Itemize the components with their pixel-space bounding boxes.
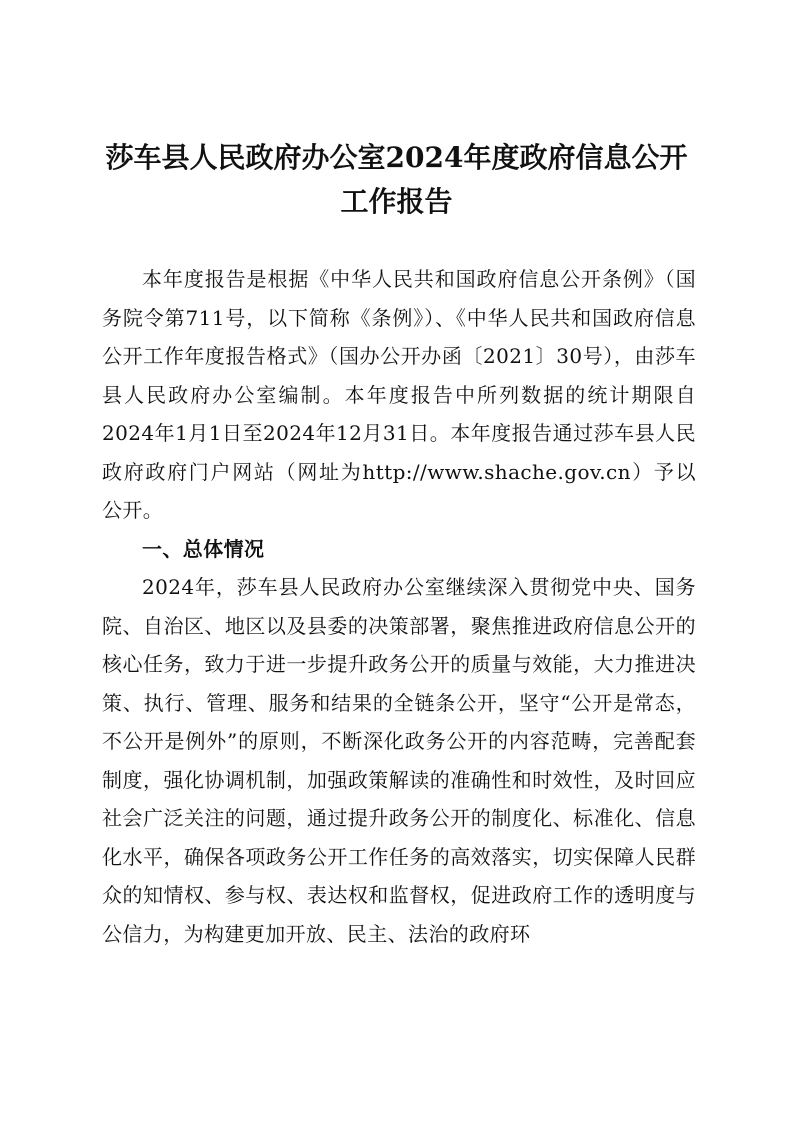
overview-paragraph: 2024年，莎车县人民政府办公室继续深入贯彻党中央、国务院、自治区、地区以及县委的决策部署，聚焦推进政府信息公开的核心任务，致力于进一步提升政务公开的质量与效能，大力推进决策、执行、管理、服务和结果的全链条公开，坚守“公开是常态，不公开是例外”的原则，不断深化政务公开的内容范畴，完善配套制度，强化协调机制，加强政策解读的准确性和时效性，及时回应社会广泛关注的问题，通过提升政务公开的制度化、标准化、信息化水平，确保各项政务公开工作任务的高效落实，切实保障人民群众的知情权、参与权、表达权和监督权，促进政府工作的透明度与公信力，为构建更加开放、民主、法治的政府环 bbox=[102, 575, 696, 946]
document-body bbox=[102, 260, 696, 953]
document-title-line-1: 莎车县人民政府办公室2024年度政府信息公开 bbox=[105, 141, 688, 174]
document-title-line-2: 工作报告 bbox=[340, 185, 453, 218]
section-heading-overview: 一、总体情况 bbox=[142, 536, 265, 561]
intro-paragraph: 本年度报告是根据《中华人民共和国政府信息公开条例》（国务院令第711号，以下简称《条例》）、《中华人民共和国政府信息公开工作年度报告格式》（国办公开办函〔2021〕30号），由莎车县人民政府办公室编制。本年度报告中所列数据的统计期限自2024年1月1日至2024年12月31日。本年度报告通过莎车县人民政府政府门户网站（网址为http://www.shache.gov.cn）予以公开。 bbox=[102, 267, 696, 522]
